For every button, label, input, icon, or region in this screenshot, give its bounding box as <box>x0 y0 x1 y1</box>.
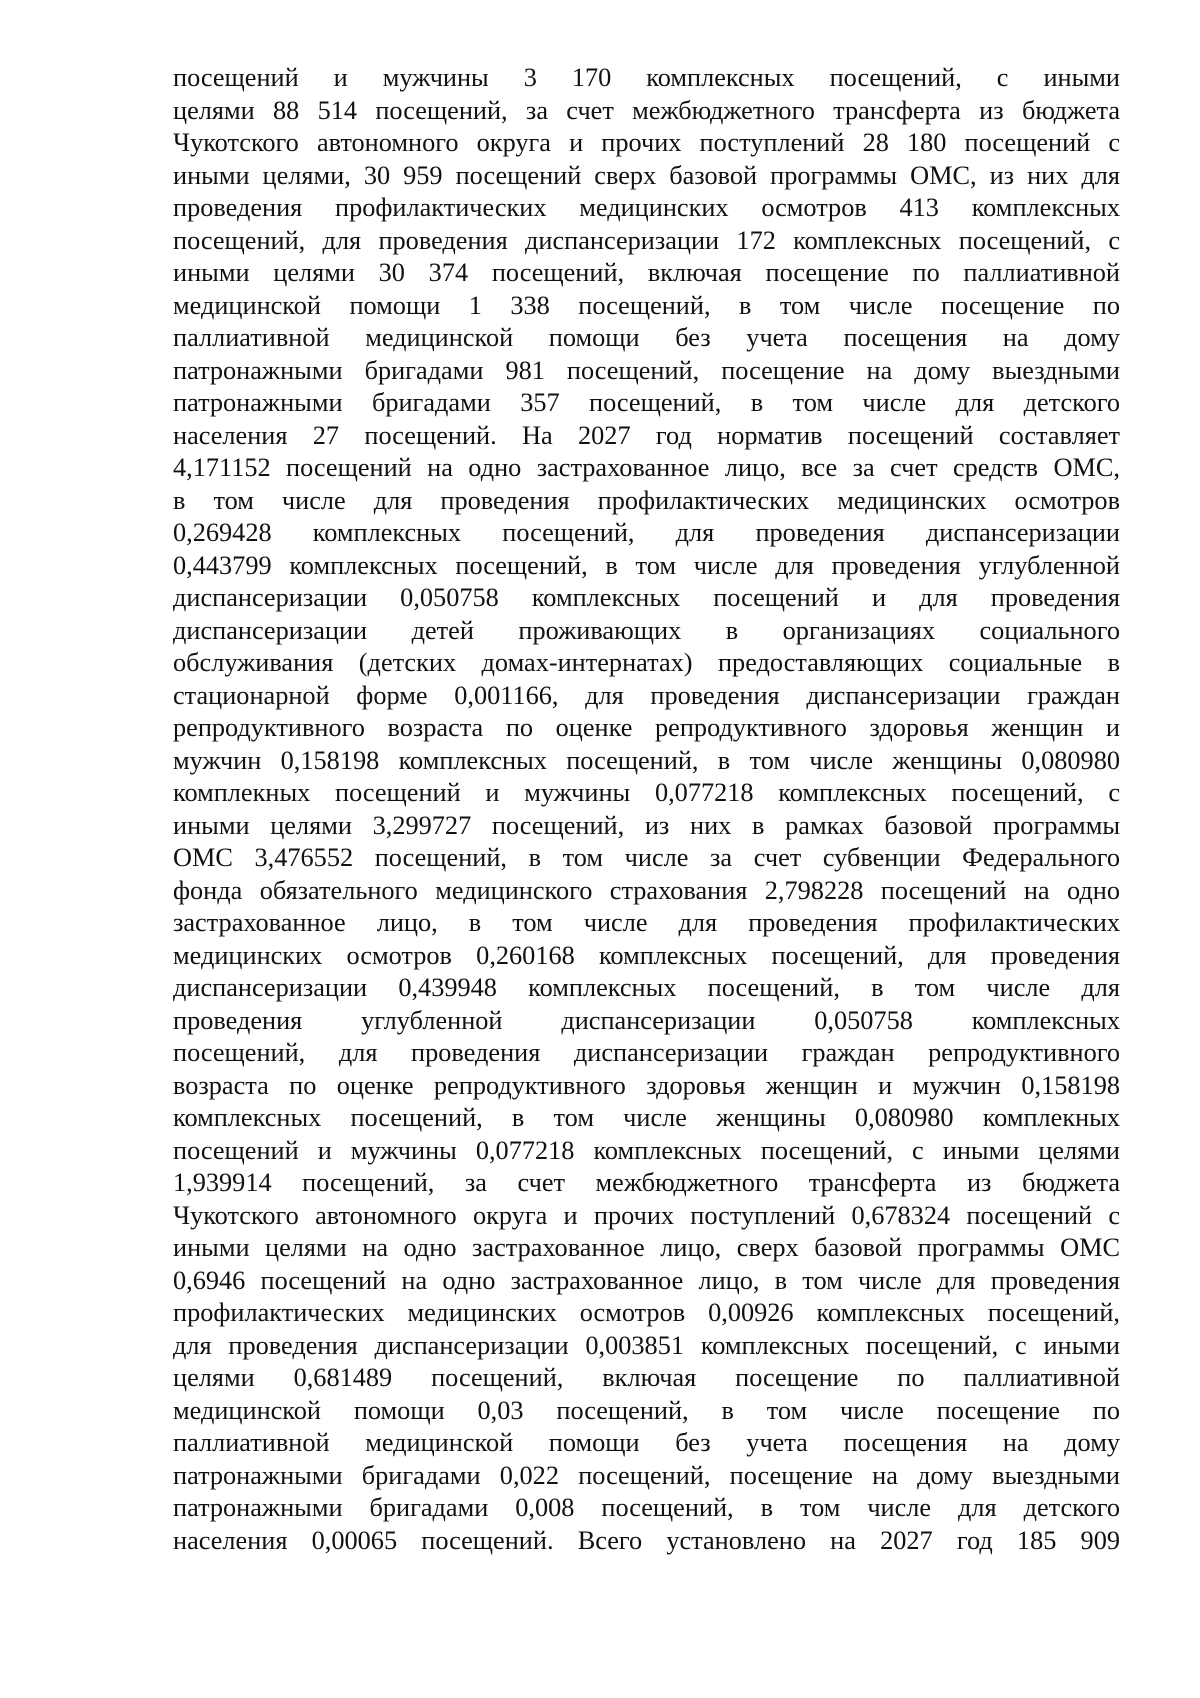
text-line: ОМС 3,476552 посещений, в том числе за счет субвенции Федерального <box>173 843 1120 872</box>
text-line: диспансеризации детей проживающих в организациях социального <box>173 615 1120 645</box>
text-line: иными целями, 30 959 посещений сверх базовой программы ОМС, из них для <box>173 160 1120 190</box>
text-line: комплекных посещений и мужчины 0,077218 комплексных посещений, с <box>173 778 1120 807</box>
text-line: посещений и мужчины 3 170 комплексных посещений, с иными <box>173 63 1120 92</box>
text-line: патронажными бригадами 0,008 посещений, в том числе для детского <box>173 1493 1120 1522</box>
text-line: 4,171152 посещений на одно застрахованное лицо, все за счет средств ОМС, <box>173 453 1120 482</box>
text-line: патронажными бригадами 357 посещений, в том числе для детского <box>173 388 1120 417</box>
text-line: иными целями 30 374 посещений, включая посещение по паллиативной <box>173 258 1120 287</box>
text-line: патронажными бригадами 0,022 посещений, посещение на дому выездными <box>173 1460 1120 1490</box>
text-line: медицинской помощи 1 338 посещений, в том числе посещение по <box>173 290 1120 320</box>
text-line: целями 88 514 посещений, за счет межбюджетного трансферта из бюджета <box>173 95 1120 125</box>
text-line: 0,269428 комплексных посещений, для проведения диспансеризации <box>173 518 1120 547</box>
text-line: посещений, для проведения диспансеризации граждан репродуктивного <box>173 1038 1120 1067</box>
text-line: в том числе для проведения профилактических медицинских осмотров <box>173 485 1120 515</box>
text-line: обслуживания (детских домах-интернатах) предоставляющих социальные в <box>173 648 1120 677</box>
text-line: иными целями на одно застрахованное лицо, сверх базовой программы ОМС <box>173 1233 1120 1262</box>
text-line: паллиативной медицинской помощи без учета посещения на дому <box>173 1428 1120 1457</box>
text-line: комплексных посещений, в том числе женщины 0,080980 комплекных <box>173 1103 1120 1132</box>
text-line: стационарной форме 0,001166, для проведения диспансеризации граждан <box>173 680 1120 710</box>
text-line: для проведения диспансеризации 0,003851 комплексных посещений, с иными <box>173 1330 1120 1360</box>
text-line: посещений и мужчины 0,077218 комплексных посещений, с иными целями <box>173 1135 1120 1165</box>
text-line: диспансеризации 0,439948 комплексных посещений, в том числе для <box>173 973 1120 1002</box>
text-line: посещений, для проведения диспансеризации 172 комплексных посещений, с <box>173 225 1120 255</box>
text-line: проведения углубленной диспансеризации 0,050758 комплексных <box>173 1005 1120 1035</box>
text-line: возраста по оценке репродуктивного здоровья женщин и мужчин 0,158198 <box>173 1070 1120 1100</box>
text-line: медицинских осмотров 0,260168 комплексных посещений, для проведения <box>173 940 1120 970</box>
text-line: репродуктивного возраста по оценке репродуктивного здоровья женщин и <box>173 713 1120 742</box>
text-line: Чукотского автономного округа и прочих поступлений 28 180 посещений с <box>173 128 1120 157</box>
text-line: профилактических медицинских осмотров 0,00926 комплексных посещений, <box>173 1298 1120 1327</box>
text-line: паллиативной медицинской помощи без учета посещения на дому <box>173 323 1120 352</box>
body-text <box>173 62 1120 1557</box>
text-line: проведения профилактических медицинских осмотров 413 комплексных <box>173 193 1120 222</box>
text-line: иными целями 3,299727 посещений, из них в рамках базовой программы <box>173 810 1120 840</box>
text-line: Чукотского автономного округа и прочих поступлений 0,678324 посещений с <box>173 1200 1120 1230</box>
text-line: населения 0,00065 посещений. Всего установлено на 2027 год 185 909 <box>173 1525 1120 1555</box>
text-line: медицинской помощи 0,03 посещений, в том числе посещение по <box>173 1395 1120 1425</box>
text-line: мужчин 0,158198 комплексных посещений, в том числе женщины 0,080980 <box>173 745 1120 775</box>
text-line: 0,443799 комплексных посещений, в том числе для проведения углубленной <box>173 550 1120 580</box>
text-line: 0,6946 посещений на одно застрахованное лицо, в том числе для проведения <box>173 1265 1120 1295</box>
text-line: диспансеризации 0,050758 комплексных посещений и для проведения <box>173 583 1120 612</box>
text-line: населения 27 посещений. На 2027 год норматив посещений составляет <box>173 420 1120 450</box>
text-line: целями 0,681489 посещений, включая посещение по паллиативной <box>173 1363 1120 1392</box>
text-line: застрахованное лицо, в том числе для проведения профилактических <box>173 908 1120 937</box>
text-line: патронажными бригадами 981 посещений, посещение на дому выездными <box>173 355 1120 385</box>
text-line: 1,939914 посещений, за счет межбюджетного трансферта из бюджета <box>173 1168 1120 1197</box>
text-line: фонда обязательного медицинского страхования 2,798228 посещений на одно <box>173 875 1120 905</box>
